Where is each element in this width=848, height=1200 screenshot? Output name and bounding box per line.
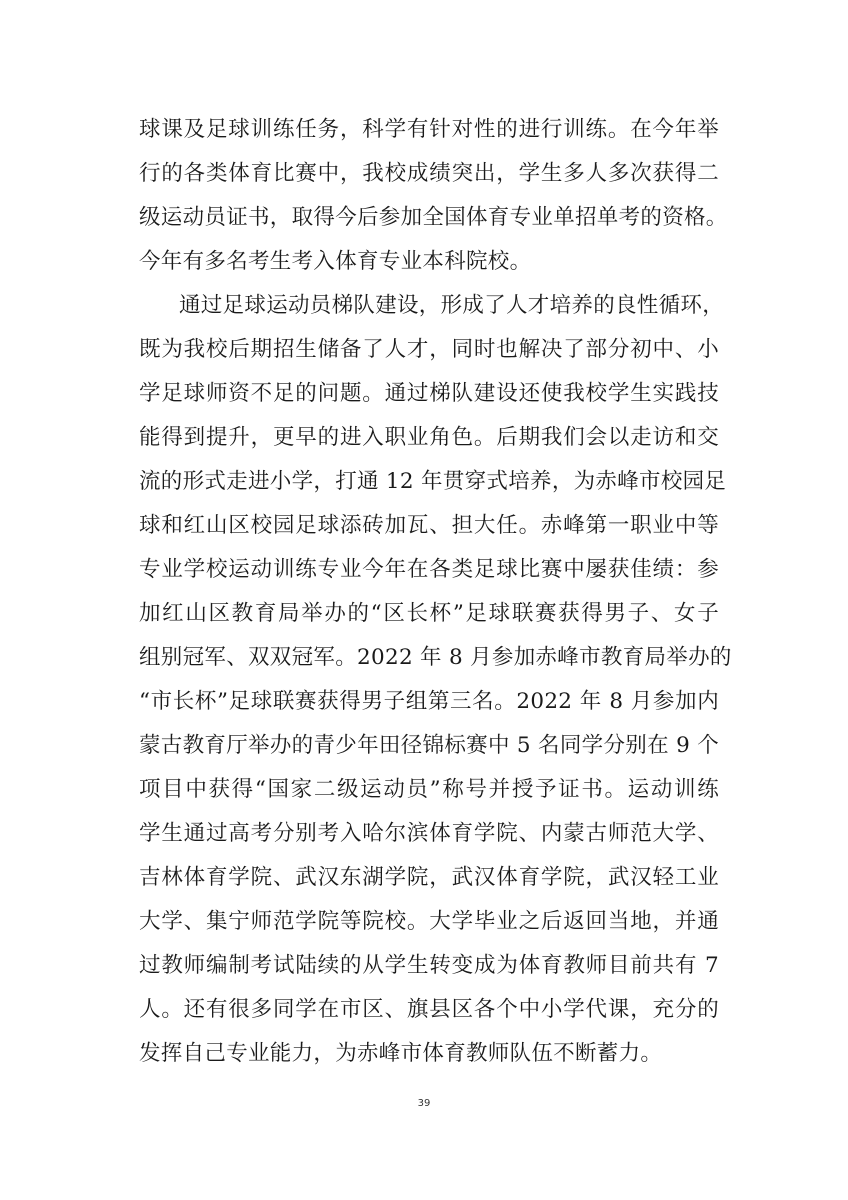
text-line: 大学、集宁师范学院等院校。大学毕业之后返回当地，并通 <box>139 909 719 934</box>
text-line: “市长杯”足球联赛获得男子组第三名。2022 年 8 月参加内 <box>139 689 719 714</box>
text-line: 学足球师资不足的问题。通过梯队建设还使我校学生实践技 <box>139 381 719 406</box>
text-line: 能得到提升，更早的进入职业角色。后期我们会以走访和交 <box>139 425 719 450</box>
text-line: 过教师编制考试陆续的从学生转变成为体育教师目前共有 7 <box>139 953 719 978</box>
text-line: 今年有多名考生考入体育专业本科院校。 <box>139 249 532 274</box>
page-number: 39 <box>417 1098 431 1109</box>
text-line: 行的各类体育比赛中，我校成绩突出，学生多人多次获得二 <box>139 161 719 186</box>
text-line: 吉林体育学院、武汉东湖学院，武汉体育学院，武汉轻工业 <box>139 865 719 890</box>
text-line: 通过足球运动员梯队建设，形成了人才培养的良性循环， <box>179 293 725 318</box>
text-line: 项目中获得“国家二级运动员”称号并授予证书。运动训练 <box>139 777 719 802</box>
text-line: 发挥自己专业能力，为赤峰市体育教师队伍不断蓄力。 <box>139 1041 663 1066</box>
text-line: 既为我校后期招生储备了人才，同时也解决了部分初中、小 <box>139 337 719 362</box>
text-line: 级运动员证书，取得今后参加全国体育专业单招单考的资格。 <box>139 205 728 230</box>
text-line: 组别冠军、双双冠军。2022 年 8 月参加赤峰市教育局举办的 <box>139 645 732 670</box>
text-line: 球课及足球训练任务，科学有针对性的进行训练。在今年举 <box>139 117 719 142</box>
text-line: 学生通过高考分别考入哈尔滨体育学院、内蒙古师范大学、 <box>139 821 719 846</box>
text-line: 专业学校运动训练专业今年在各类足球比赛中屡获佳绩：参 <box>139 557 719 582</box>
text-line: 人。还有很多同学在市区、旗县区各个中小学代课，充分的 <box>139 997 719 1022</box>
text-line: 球和红山区校园足球添砖加瓦、担大任。赤峰第一职业中等 <box>139 513 719 538</box>
text-line: 加红山区教育局举办的“区长杯”足球联赛获得男子、女子 <box>139 601 719 626</box>
body-text <box>139 108 732 1076</box>
text-line: 流的形式走进小学，打通 12 年贯穿式培养，为赤峰市校园足 <box>139 469 727 494</box>
text-line: 蒙古教育厅举办的青少年田径锦标赛中 5 名同学分别在 9 个 <box>139 733 719 758</box>
